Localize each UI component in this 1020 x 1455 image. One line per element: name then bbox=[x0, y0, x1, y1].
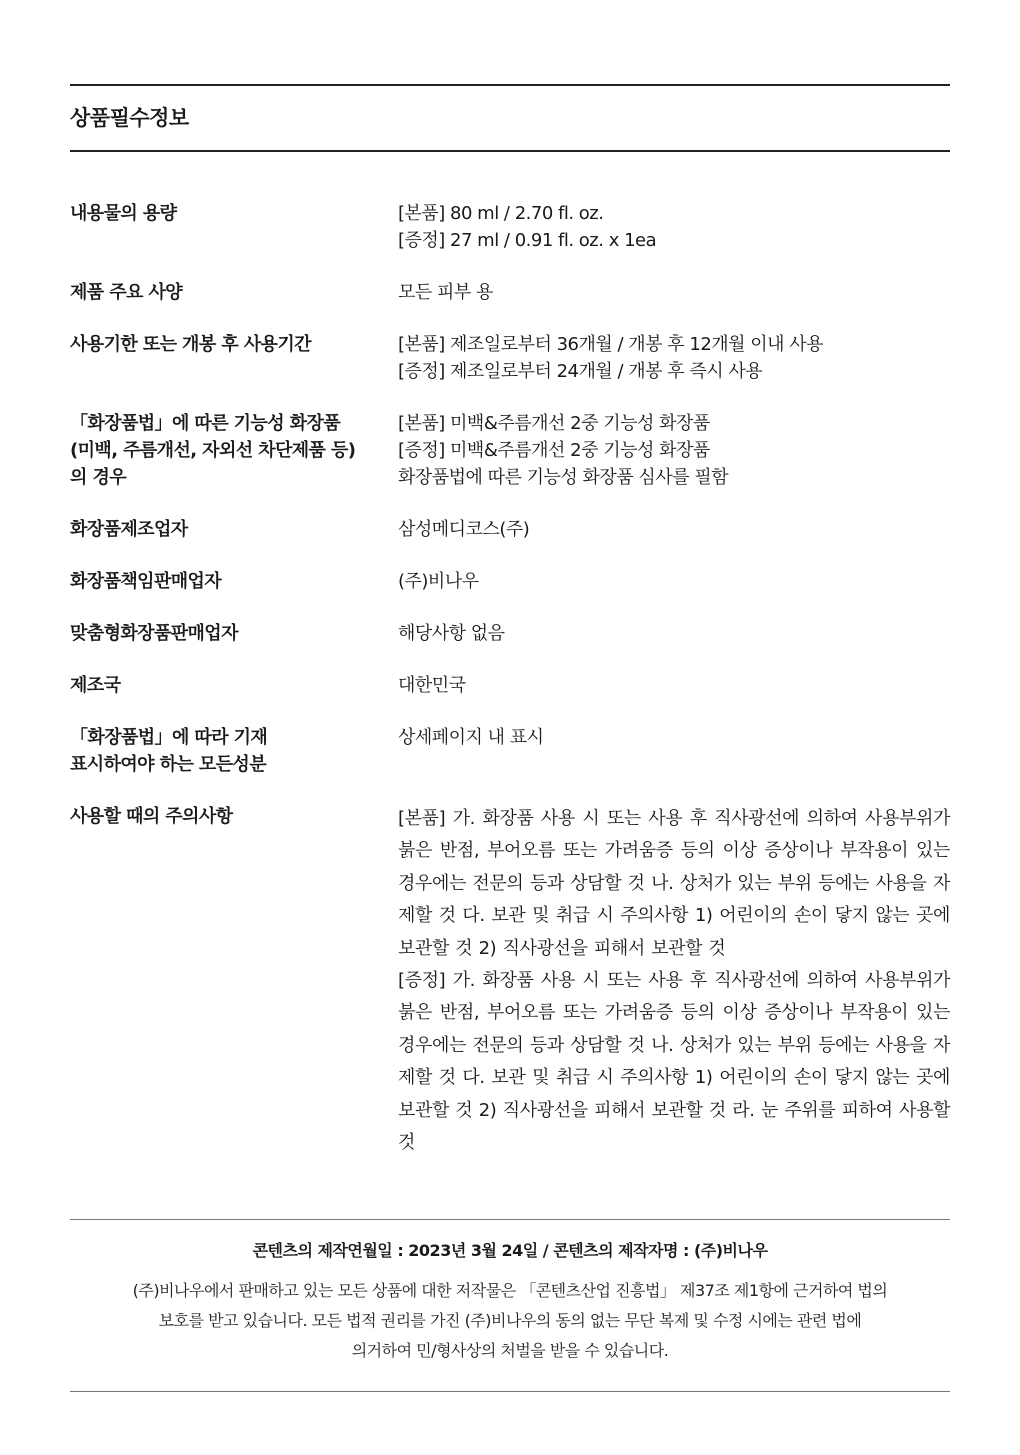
row-value bbox=[398, 200, 950, 254]
info-row-expiry bbox=[70, 331, 950, 385]
row-label bbox=[70, 672, 398, 699]
info-row-caution bbox=[70, 803, 950, 1159]
row-label-line: 화장품제조업자 bbox=[70, 519, 188, 540]
row-value bbox=[398, 410, 950, 491]
row-value-line: [본품] 80 ml / 2.70 fl. oz. bbox=[398, 203, 604, 224]
row-label-line: 「화장품법」에 따른 기능성 화장품 bbox=[70, 413, 341, 434]
copyright-notice-line: (주)비나우에서 판매하고 있는 모든 상품에 대한 저작물은 「콘텐츠산업 진흥법」 제37조 제1항에 근거하여 법의 bbox=[132, 1281, 888, 1300]
row-value-line: 화장품법에 따른 기능성 화장품 심사를 필함 bbox=[398, 467, 729, 488]
info-table bbox=[70, 200, 950, 1159]
row-label bbox=[70, 279, 398, 306]
section-title: 상품필수정보 bbox=[70, 86, 950, 152]
row-label-line: 내용물의 용량 bbox=[70, 203, 177, 224]
row-value bbox=[398, 568, 950, 595]
row-value-line: [증정] 미백&주름개선 2중 기능성 화장품 bbox=[398, 440, 710, 461]
row-value-line: 해당사항 없음 bbox=[398, 623, 505, 644]
row-label-line: 의 경우 bbox=[70, 467, 127, 488]
row-value-line: 모든 피부 용 bbox=[398, 282, 493, 303]
row-label bbox=[70, 200, 398, 227]
copyright-notice-line: 의거하여 민/형사상의 처벌을 받을 수 있습니다. bbox=[351, 1341, 669, 1360]
row-label bbox=[70, 724, 398, 778]
info-row-manufacturer bbox=[70, 516, 950, 543]
bottom-divider bbox=[70, 1391, 950, 1392]
row-label-line: 사용할 때의 주의사항 bbox=[70, 806, 233, 827]
row-label-line: 화장품책임판매업자 bbox=[70, 571, 222, 592]
row-value bbox=[398, 279, 950, 306]
copyright-notice bbox=[70, 1276, 950, 1366]
row-value-line: 상세페이지 내 표시 bbox=[398, 727, 544, 748]
row-label bbox=[70, 568, 398, 595]
row-value-line: [증정] 27 ml / 0.91 fl. oz. x 1ea bbox=[398, 230, 657, 251]
row-label bbox=[70, 516, 398, 543]
footer bbox=[70, 1219, 950, 1366]
row-label-line: 제품 주요 사양 bbox=[70, 282, 183, 303]
info-row-volume bbox=[70, 200, 950, 254]
row-label bbox=[70, 410, 398, 491]
footer-divider bbox=[70, 1219, 950, 1220]
row-value bbox=[398, 516, 950, 543]
caution-gift-paragraph: [증정] 가. 화장품 사용 시 또는 사용 후 직사광선에 의하여 사용부위가 붉은 반점, 부어오름 또는 가려움증 등의 이상 증상이나 부작용이 있는 경우에는 전문의 등과 상담할 것 나. 상처가 있는 부위 등에는 사용을 자제할 것 다. 보관 및 취급 시 주의사항 1) 어린이의 손이 닿지 않는 곳에 보관할 것 2) 직사광선을 피해서 보관할 것 라. 눈 주위를 피하여 사용할 것 bbox=[398, 970, 950, 1154]
row-label-line: 제조국 bbox=[70, 675, 121, 696]
info-row-seller bbox=[70, 568, 950, 595]
row-value-line: [본품] 제조일로부터 36개월 / 개봉 후 12개월 이내 사용 bbox=[398, 334, 824, 355]
row-value-line: [증정] 제조일로부터 24개월 / 개봉 후 즉시 사용 bbox=[398, 361, 763, 382]
info-row-functional bbox=[70, 410, 950, 491]
row-label bbox=[70, 803, 398, 830]
info-row-spec bbox=[70, 279, 950, 306]
row-value-line: (주)비나우 bbox=[398, 571, 479, 592]
caution-text bbox=[398, 803, 950, 1159]
row-label bbox=[70, 620, 398, 647]
caution-main-paragraph: [본품] 가. 화장품 사용 시 또는 사용 후 직사광선에 의하여 사용부위가 붉은 반점, 부어오름 또는 가려움증 등의 이상 증상이나 부작용이 있는 경우에는 전문의 등과 상담할 것 나. 상처가 있는 부위 등에는 사용을 자제할 것 다. 보관 및 취급 시 주의사항 1) 어린이의 손이 닿지 않는 곳에 보관할 것 2) 직사광선을 피해서 보관할 것 bbox=[398, 808, 950, 959]
info-row-country bbox=[70, 672, 950, 699]
info-row-custom-seller bbox=[70, 620, 950, 647]
info-row-ingredients bbox=[70, 724, 950, 778]
row-label-line: (미백, 주름개선, 자외선 차단제품 등) bbox=[70, 440, 356, 461]
row-label-line: 표시하여야 하는 모든성분 bbox=[70, 754, 267, 775]
row-value bbox=[398, 724, 950, 751]
row-label-line: 「화장품법」에 따라 기재 bbox=[70, 727, 268, 748]
row-value-line: [본품] 미백&주름개선 2중 기능성 화장품 bbox=[398, 413, 710, 434]
row-value-line: 대한민국 bbox=[398, 675, 466, 696]
content-credit: 콘텐츠의 제작연월일 : 2023년 3월 24일 / 콘텐츠의 제작자명 : (주)비나우 bbox=[252, 1241, 768, 1260]
row-label-line: 맞춤형화장품판매업자 bbox=[70, 623, 238, 644]
row-label-line: 사용기한 또는 개봉 후 사용기간 bbox=[70, 334, 311, 355]
row-label bbox=[70, 331, 398, 358]
row-value bbox=[398, 620, 950, 647]
row-value bbox=[398, 672, 950, 699]
row-value-line: 삼성메디코스(주) bbox=[398, 519, 530, 540]
product-info-section bbox=[70, 84, 950, 1184]
copyright-notice-line: 보호를 받고 있습니다. 모든 법적 권리를 가진 (주)비나우의 동의 없는 무단 복제 및 수정 시에는 관련 법에 bbox=[158, 1311, 862, 1330]
row-value bbox=[398, 331, 950, 385]
